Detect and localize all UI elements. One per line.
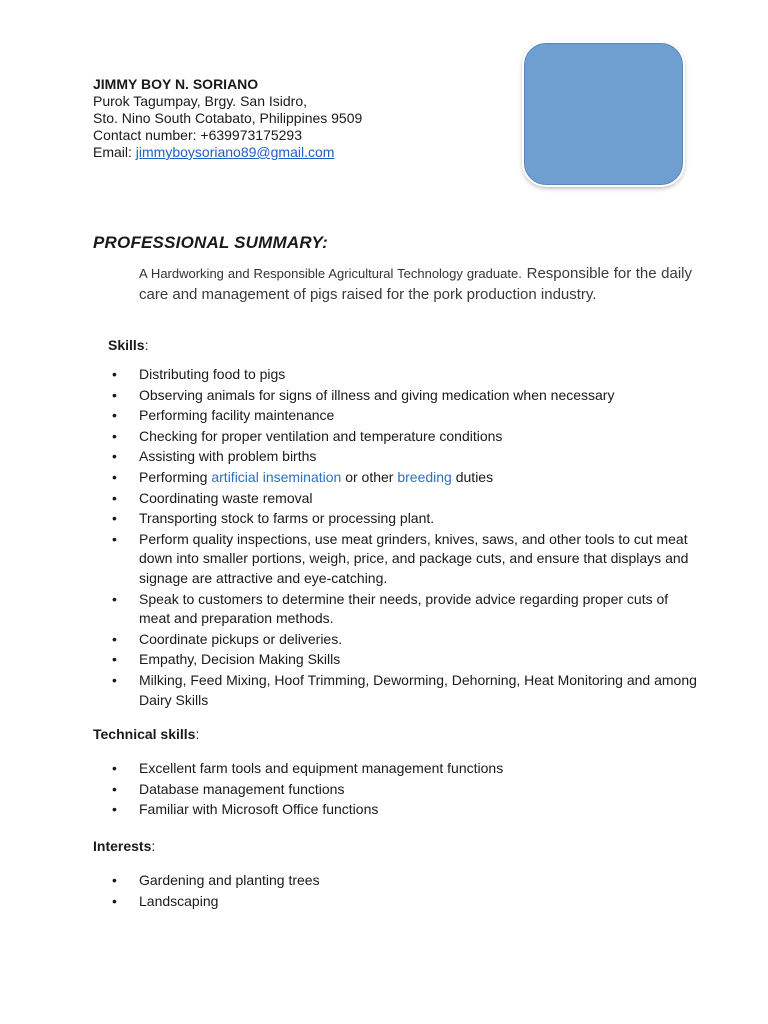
summary-sentence-1: A Hardworking and Responsible Agricultural Technology graduate. — [139, 266, 522, 281]
skill-item: • Performing facility maintenance — [110, 406, 700, 426]
skill-item: • Speak to customers to determine their needs, provide advice regarding proper cuts of meat and preparation methods. — [110, 590, 700, 629]
skill-item: • Assisting with problem births — [110, 447, 700, 467]
email-line — [93, 144, 362, 161]
skill-item: • Milking, Feed Mixing, Hoof Trimming, Deworming, Dehorning, Heat Monitoring and among Dairy Skills — [110, 671, 700, 710]
interests-list — [110, 871, 700, 912]
skill-item-prefix: Performing — [139, 468, 212, 485]
skills-heading-colon: : — [144, 337, 149, 353]
artificial-insemination-link[interactable]: artificial insemination — [211, 468, 342, 485]
skill-item: • Transporting stock to farms or processing plant. — [110, 509, 700, 529]
skill-item: • Observing animals for signs of illness and giving medication when necessary — [110, 386, 700, 406]
contact-number-line — [93, 127, 362, 144]
skill-item: • Coordinate pickups or deliveries. — [110, 630, 700, 650]
technical-skill-item: • Excellent farm tools and equipment management functions — [110, 759, 700, 779]
professional-summary-text — [139, 263, 692, 305]
photo-placeholder — [524, 43, 683, 185]
skill-item: • Perform quality inspections, use meat grinders, knives, saws, and other tools to cut meat down into smaller portions, weigh, price, and package cuts, and ensure that displays and signage are attractive and eye-catching. — [110, 530, 700, 589]
technical-skill-item: • Database management functions — [110, 780, 700, 800]
breeding-link[interactable]: breeding — [397, 468, 452, 485]
contact-number-label: Contact number: — [93, 127, 201, 143]
contact-block — [93, 76, 362, 161]
contact-number: +639973175293 — [200, 127, 302, 143]
interests-heading-label: Interests — [93, 838, 152, 854]
skill-item-middle: or other — [341, 468, 398, 485]
skill-item: • Empathy, Decision Making Skills — [110, 650, 700, 670]
technical-skill-item: • Familiar with Microsoft Office functions — [110, 800, 700, 820]
email-link[interactable]: jimmyboysoriano89@gmail.com — [135, 144, 335, 160]
address-line-2: Sto. Nino South Cotabato, Philippines 9509 — [93, 110, 363, 126]
interest-item: • Landscaping — [110, 892, 700, 912]
address-line-1: Purok Tagumpay, Brgy. San Isidro, — [93, 93, 307, 109]
interests-heading-colon: : — [151, 838, 156, 854]
professional-summary-heading: PROFESSIONAL SUMMARY: — [93, 233, 328, 252]
interest-item: • Gardening and planting trees — [110, 871, 700, 891]
skill-item: • Coordinating waste removal — [110, 489, 700, 509]
skill-item: • Checking for proper ventilation and temperature conditions — [110, 427, 700, 447]
summary-sentence-2: Responsible for the daily care and management of pigs raised for the pork production industry. — [139, 265, 692, 303]
technical-skills-heading-label: Technical skills — [93, 726, 196, 742]
technical-skills-heading — [93, 726, 199, 742]
applicant-name: JIMMY BOY N. SORIANO — [93, 76, 259, 92]
skills-heading — [108, 337, 148, 353]
email-label: Email: — [93, 144, 136, 160]
interests-heading — [93, 838, 155, 854]
technical-skills-list — [110, 759, 700, 821]
skill-item — [110, 468, 700, 488]
skill-item-suffix: duties — [451, 468, 494, 485]
skills-list — [110, 365, 700, 711]
skill-item: • Distributing food to pigs — [110, 365, 700, 385]
skills-heading-label: Skills — [108, 337, 145, 353]
technical-skills-heading-colon: : — [195, 726, 200, 742]
